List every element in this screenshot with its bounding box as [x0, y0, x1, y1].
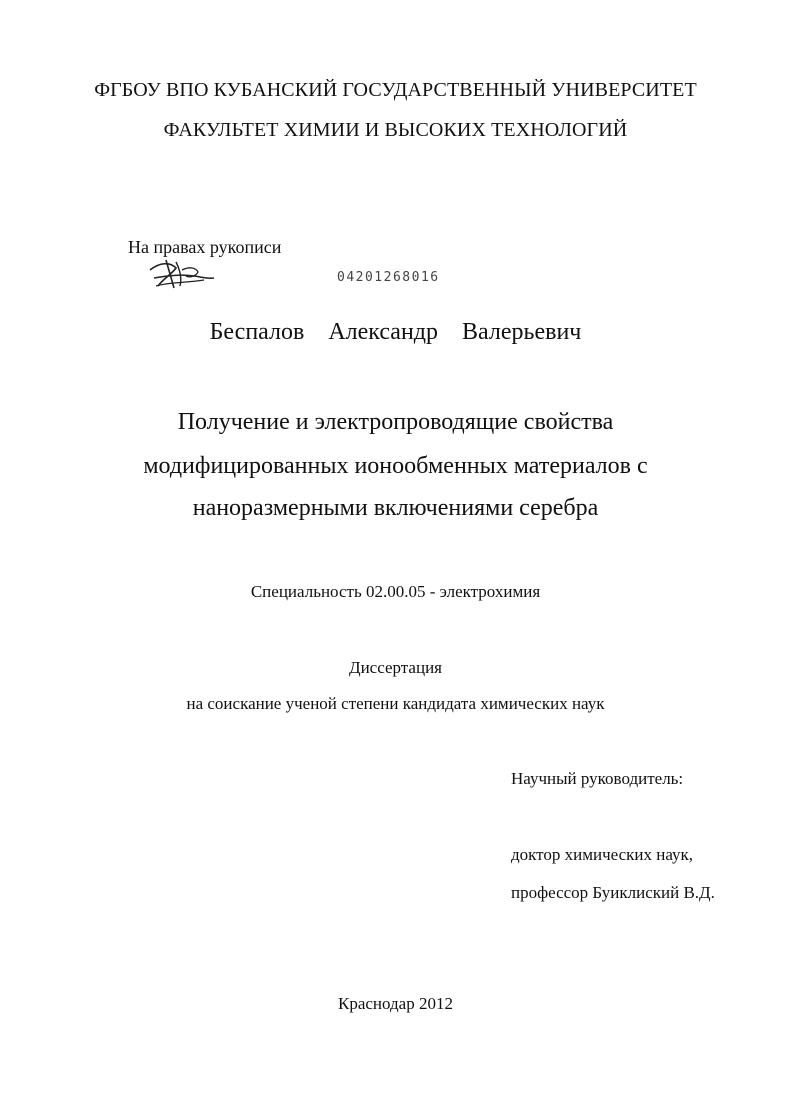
dissertation-title-line: наноразмерными включениями серебра: [192, 495, 599, 521]
degree-statement: на соискание ученой степени кандидата химических наук: [186, 694, 605, 713]
supervisor-name: профессор Буиклиский В.Д.: [511, 883, 715, 902]
author-name: Беспалов Александр Валерьевич: [209, 319, 582, 345]
city-year: Краснодар 2012: [338, 994, 453, 1013]
dissertation-title-line: модифицированных ионообменных материалов с: [143, 453, 648, 479]
catalog-code: 04201268016: [337, 270, 440, 285]
dissertation-title-line: Получение и электропроводящие свойства: [177, 409, 614, 435]
faculty-name: ФАКУЛЬТЕТ ХИМИИ И ВЫСОКИХ ТЕХНОЛОГИЙ: [163, 119, 628, 141]
dissertation-label: Диссертация: [348, 658, 442, 677]
supervisor-label: Научный руководитель:: [511, 769, 684, 788]
supervisor-degree: доктор химических наук,: [511, 845, 694, 864]
university-name: ФГБОУ ВПО КУБАНСКИЙ ГОСУДАРСТВЕННЫЙ УНИВЕРСИТЕТ: [94, 79, 697, 101]
handwritten-signature: [146, 256, 218, 292]
specialty: Специальность 02.00.05 - электрохимия: [250, 582, 541, 601]
manuscript-note: На правах рукописи: [128, 237, 282, 257]
